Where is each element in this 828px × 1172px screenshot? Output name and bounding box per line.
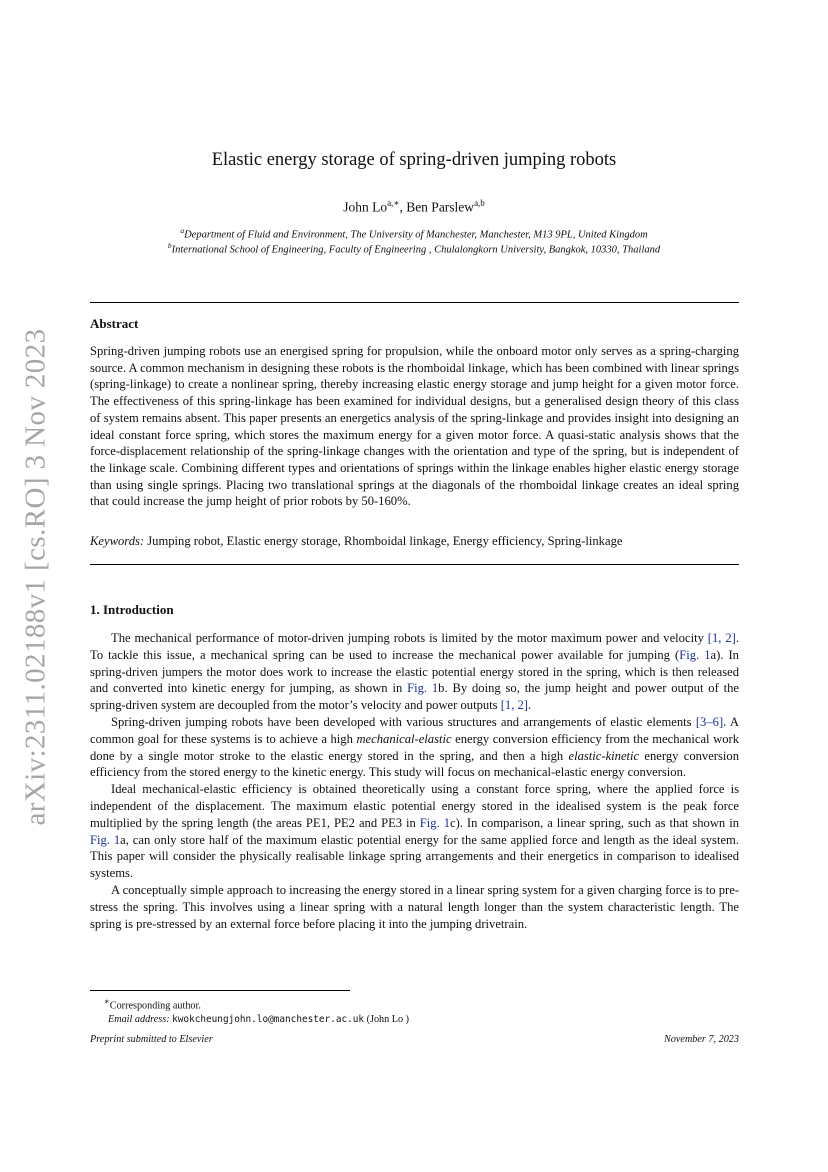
footer-journal-note: Preprint submitted to Elsevier — [90, 1034, 213, 1045]
paragraph: A conceptually simple approach to increasing the energy stored in a linear spring system for a given charging force is to pre-stress the spring. This involves using a linear spring with a natural length longer than the system characteristic length. The spring is pre-stressed by an external force before placing it into the jumping drivetrain. — [90, 882, 739, 931]
email-address[interactable]: kwokcheungjohn.lo@manchester.ac.uk — [172, 1014, 365, 1026]
text-run: Spring-driven jumping robots have been developed with various structures and arrangements of elastic elements — [111, 714, 696, 729]
abstract-top-rule — [90, 302, 739, 303]
text-run: energy conversion efficiency from the mechanical work done by a single motor stroke to the elastic energy stored in the spring, and then a high — [90, 731, 740, 763]
email-label: Email address: — [108, 1014, 170, 1026]
keywords-line — [90, 534, 739, 549]
email-owner: (John Lo ) — [364, 1014, 410, 1026]
citation-link[interactable]: [3–6] — [695, 714, 724, 729]
text-run: a). In spring-driven jumpers the motor does work to increase the elastic potential energy stored in the spring, which is then released and converted into kinetic energy for jumping, as shown in — [90, 647, 739, 696]
text-run: . — [528, 698, 532, 713]
figure-link[interactable]: Fig. 1 — [419, 815, 451, 830]
paragraph — [90, 630, 739, 714]
text-run: c). In comparison, a linear spring, such as that shown in — [450, 815, 739, 830]
footnote-rule — [90, 990, 350, 991]
abstract-bottom-rule — [90, 564, 739, 565]
footnote-email — [90, 1013, 739, 1027]
figure-link[interactable]: Fig. 1 — [679, 647, 711, 662]
emphasis-term: elastic-kinetic — [568, 748, 640, 763]
author-name: John Lo — [343, 199, 388, 215]
paragraph — [90, 714, 739, 781]
text-run: . To tackle this issue, a mechanical spring can be used to increase the mechanical power available for jumping ( — [90, 631, 739, 662]
text-run: energy conversion efficiency from the stored energy to the kinetic energy. This study will focus on mechanical-elastic energy conversion. — [90, 748, 739, 780]
affiliation-mark: b — [167, 241, 172, 250]
citation-link[interactable]: [1, 2] — [707, 631, 736, 645]
text-run: The mechanical performance of motor-driven jumping robots is limited by the motor maximum power and velocity — [111, 631, 708, 645]
keywords-label: Keywords: — [90, 534, 145, 548]
paper-title: Elastic energy storage of spring-driven jumping robots — [211, 150, 617, 170]
abstract-text: Spring-driven jumping robots use an energised spring for propulsion, while the onboard motor only serves as a spring-charging source. A common mechanism in designing these robots is the rhomboidal linkage, which has been combined with linear springs (spring-linkage) to create a nonlinear spring, thereby increasing elastic energy storage and jump height for a given motor force. The effectiveness of this spring-linkage has been examined for individual designs, but a generalised design theory of this class of system remains absent. This paper presents an energetics analysis of the spring-linkage and provides insight into designing an ideal constant force spring, which stores the maximum energy for a given motor force. A quasi-static analysis shows that the force-displacement relationship of the spring-linkage changes with the orientation and type of the spring, but is independent of the linkage scale. Combining different types and orientations of springs within the linkage enables higher elastic energy storage than using single springs. Placing two translational springs at the diagonals of the rhomboidal linkage creates an ideal spring that could increase the jump height of prior robots by 50-160%. — [90, 344, 739, 509]
text-run: b. By doing so, the jump height and power output of the spring-driven system are decoupled from the motor’s velocity and power outputs — [90, 681, 740, 713]
author-list — [0, 198, 828, 216]
author-affiliation-mark: a,b — [474, 198, 485, 208]
author-name: Ben Parslew — [406, 199, 475, 215]
keywords-text: Jumping robot, Elastic energy storage, Rhomboidal linkage, Energy efficiency, Spring-linkage — [147, 534, 623, 548]
footnote-text: Corresponding author. — [109, 1000, 201, 1012]
text-run: . A common goal for these systems is to achieve a high — [90, 714, 739, 746]
paragraph — [90, 781, 739, 882]
author-affiliation-mark: a,∗ — [387, 198, 400, 208]
footnote-mark: ∗ — [104, 996, 110, 1006]
text-run: Ideal mechanical-elastic efficiency is obtained theoretically using a constant force spring, where the applied force is independent of the displacement. The maximum elastic potential energy stored in the idealised system is the peak force multiplied by the spring length (the areas PE1, PE2 and PE3 in — [90, 782, 739, 830]
introduction-body — [90, 630, 739, 932]
footnote — [90, 994, 739, 1027]
affiliation-text: Department of Fluid and Environment, The University of Manchester, Manchester, M13 9PL, United Kingdom — [184, 229, 648, 241]
abstract-heading: Abstract — [90, 316, 139, 331]
section-heading-introduction: 1. Introduction — [90, 602, 174, 617]
affiliation-mark: a — [180, 226, 185, 235]
affiliation-b — [0, 241, 828, 256]
affiliation-a — [0, 226, 828, 241]
affiliation-text: International School of Engineering, Faculty of Engineering , Chulalongkorn University, Bangkok, 10330, Thailand — [171, 244, 661, 256]
arxiv-identifier: arXiv:2311.02188v1 [cs.RO] 3 Nov 2023 — [19, 328, 52, 826]
author-separator: , — [399, 199, 407, 215]
text-run: a, can only store half of the maximum elastic potential energy for the same applied force and length as the ideal system. This paper will consider the physically realisable linkage spring arrangements and their energetics in comparison to idealised systems. — [90, 832, 739, 881]
figure-link[interactable]: Fig. 1 — [90, 832, 121, 847]
footer-date: November 7, 2023 — [664, 1034, 739, 1045]
citation-link[interactable]: [1, 2] — [500, 698, 528, 713]
figure-link[interactable]: Fig. 1 — [407, 681, 439, 696]
arxiv-sidebar-stamp — [14, 330, 58, 824]
footnote-corresponding — [90, 994, 739, 1013]
emphasis-term: mechanical-elastic — [356, 731, 452, 746]
